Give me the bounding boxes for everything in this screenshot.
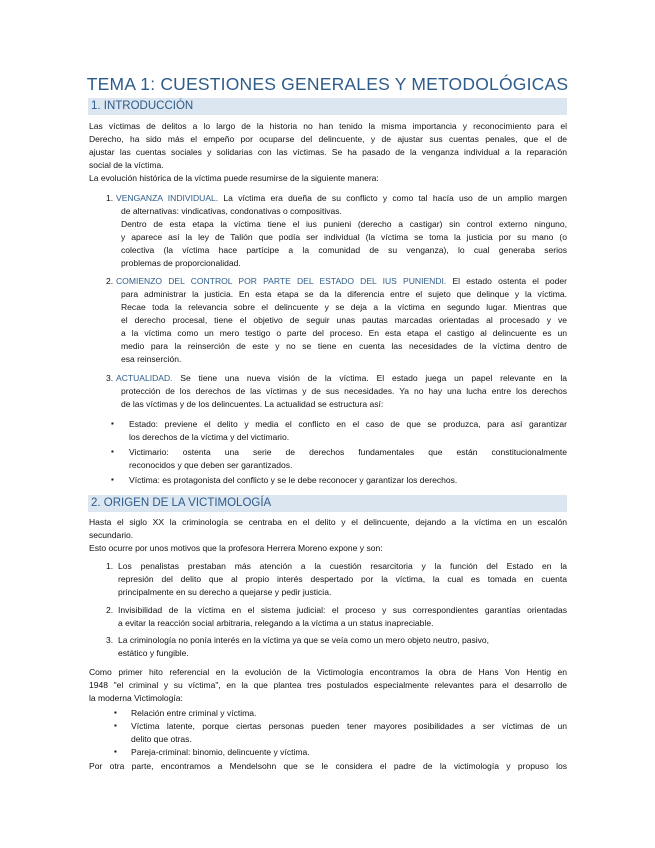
list-item-line: Recae toda la relevancia sobre el delincuente y se deja a la víctima en segundo lugar. Mientras que <box>121 302 567 312</box>
page-title: TEMA 1: CUESTIONES GENERALES Y METODOLÓGICAS <box>86 74 569 94</box>
list-item-line: La criminología no ponía interés en la víctima ya que se veía como un mero objeto neutro, pasivo, <box>118 635 490 645</box>
list-item-line: medio para la reinserción de este y no se tiene en cuenta las necesidades de la víctima dentro de <box>121 341 567 351</box>
list-item-line: VENGANZA INDIVIDUAL. La víctima era dueña de su conflicto y como tal hacía uso de un amplio margen <box>116 193 567 203</box>
paragraph-line: secundario. <box>89 530 134 540</box>
bullet-line: Víctima: es protagonista del conflicto y se le debe reconocer y garantizar los derechos. <box>129 475 458 485</box>
list-number: 3. <box>106 635 114 645</box>
list-item-line: el derecho procesal, tiene el objetivo de seguir unas pautas marcadas orientadas al procesado y ve <box>121 315 567 325</box>
list-item-lead: VENGANZA INDIVIDUAL. <box>116 193 219 203</box>
list-item-lead: ACTUALIDAD. <box>116 373 173 383</box>
list-item-line: para administrar la justicia. En esta etapa se da la diferencia entre el sujeto que delinque y la víctima. <box>121 289 567 299</box>
paragraph-line: la moderna Victimología: <box>89 693 183 703</box>
bullet-line: Estado: previene el delito y media el conflicto en el caso de que se produzca, para así garantizar <box>129 419 567 429</box>
list-item-line: colectiva (la víctima hace partícipe a la comunidad de su venganza), lo cual generaba serios <box>121 245 567 255</box>
list-item-lead: COMIENZO DEL CONTROL POR PARTE DEL ESTADO DEL IUS PUNIENDI. <box>116 276 447 286</box>
paragraph-line: Las víctimas de delitos a lo largo de la historia no han tenido la misma importancia y reconocimiento para el <box>89 121 567 131</box>
bullet-icon: ▪ <box>111 475 114 484</box>
paragraph-line: Hasta el siglo XX la criminología se centraba en el delito y el delincuente, dejando a la víctima en un escalón <box>89 517 567 527</box>
paragraph-line: Esto ocurre por unos motivos que la profesora Herrera Moreno expone y son: <box>89 543 383 553</box>
paragraph-line: Por otra parte, encontramos a Mendelsohn que se le considera el padre de la victimología y propuso los <box>89 761 567 771</box>
list-item-line: protección de los derechos de las víctimas y de sus necesidades. Ya no hay una lucha entre los derechos <box>121 386 567 396</box>
list-number: 1. <box>106 561 114 571</box>
bullet-icon: ▪ <box>114 708 117 717</box>
list-item-line: estático y fungible. <box>118 648 189 658</box>
bullet-icon: ▪ <box>111 419 114 428</box>
paragraph-line: 1948 "el criminal y su víctima", en la que plantea tres postulados especialmente relevantes para el desarrollo de <box>89 680 567 690</box>
list-item-line: ACTUALIDAD. Se tiene una nueva visión de la víctima. El estado juega un papel relevante en la <box>116 373 567 383</box>
list-item-line: Los penalistas prestaban más atención a la cuestión resarcitoria y la función del Estado en la <box>118 561 567 571</box>
paragraph-line: Como primer hito referencial en la evolución de la Victimología encontramos la obra de Hans Von Hentig en <box>89 667 567 677</box>
list-item-line: a evitar la reacción social arbitraria, relegando a la víctima a un status inapreciable. <box>118 618 434 628</box>
bullet-line: Victimario: ostenta una serie de derechos fundamentales que están constitucionalmente <box>129 447 567 457</box>
bullet-icon: ▪ <box>114 747 117 756</box>
list-item-line: esa reinserción. <box>121 354 182 364</box>
list-item-line: de las víctimas y de los delincuentes. La actualidad se estructura así: <box>121 399 384 409</box>
bullet-line: Pareja-criminal: binomio, delincuente y víctima. <box>131 747 310 757</box>
paragraph-line: social de la víctima. <box>89 160 164 170</box>
paragraph-line: Derecho, ha sido más el empeño por ocuparse del delincuente, y de ajustar sus cuentas penales, que el de <box>89 134 567 144</box>
bullet-line: delito que otras. <box>131 734 192 744</box>
list-item-line: problemas de proporcionalidad. <box>121 258 241 268</box>
list-item-line: principalmente en su derecho a quejarse y pedir justicia. <box>118 587 332 597</box>
list-number: 2. <box>106 276 114 286</box>
paragraph-line: La evolución histórica de la víctima puede resumirse de la siguiente manera: <box>89 173 379 183</box>
bullet-icon: ▪ <box>111 447 114 456</box>
section-heading-origen: 2. ORIGEN DE LA VICTIMOLOGÍA <box>88 495 567 512</box>
list-number: 3. <box>106 373 114 383</box>
list-item-line: de alternativas: vindicativas, condonativas o compositivas. <box>121 206 342 216</box>
list-item-line: represión del delito que al propio interés despertado por la víctima, la cual es tomada en cuenta <box>118 574 567 584</box>
bullet-line: reconocidos y que deben ser garantizados. <box>129 460 293 470</box>
paragraph-line: ajustar las cuentas sociales y solidarias con las víctimas. Se ha pasado de la venganza individual a la reparación <box>89 147 567 157</box>
list-item-line: Dentro de esta etapa la víctima tiene el ius punieni (derecho a castigar) sin control externo ninguno, <box>121 219 567 229</box>
list-number: 1. <box>106 193 114 203</box>
bullet-icon: ▪ <box>114 721 117 730</box>
list-item-line: a la víctima como un mero testigo o parte del proceso. En esta etapa el castigo al delincuente es un <box>121 328 567 338</box>
bullet-line: Relación entre criminal y víctima. <box>131 708 257 718</box>
bullet-line: Víctima latente, porque ciertas personas pueden tener mayores posibilidades a ser víctimas de un <box>131 721 567 731</box>
list-item-line: Invisibilidad de la víctima en el sistema judicial: el proceso y sus correspondientes garantías orientadas <box>118 605 567 615</box>
bullet-line: los derechos de la víctima y del victimario. <box>129 432 290 442</box>
list-item-line: y aparece así la ley de Talión que podía ser individual (la víctima se toma la justicia por su mano (o <box>121 232 567 242</box>
list-number: 2. <box>106 605 114 615</box>
list-item-line: COMIENZO DEL CONTROL POR PARTE DEL ESTADO DEL IUS PUNIENDI. El estado ostenta el poder <box>116 276 567 286</box>
section-heading-introduccion: 1. INTRODUCCIÓN <box>88 98 567 115</box>
